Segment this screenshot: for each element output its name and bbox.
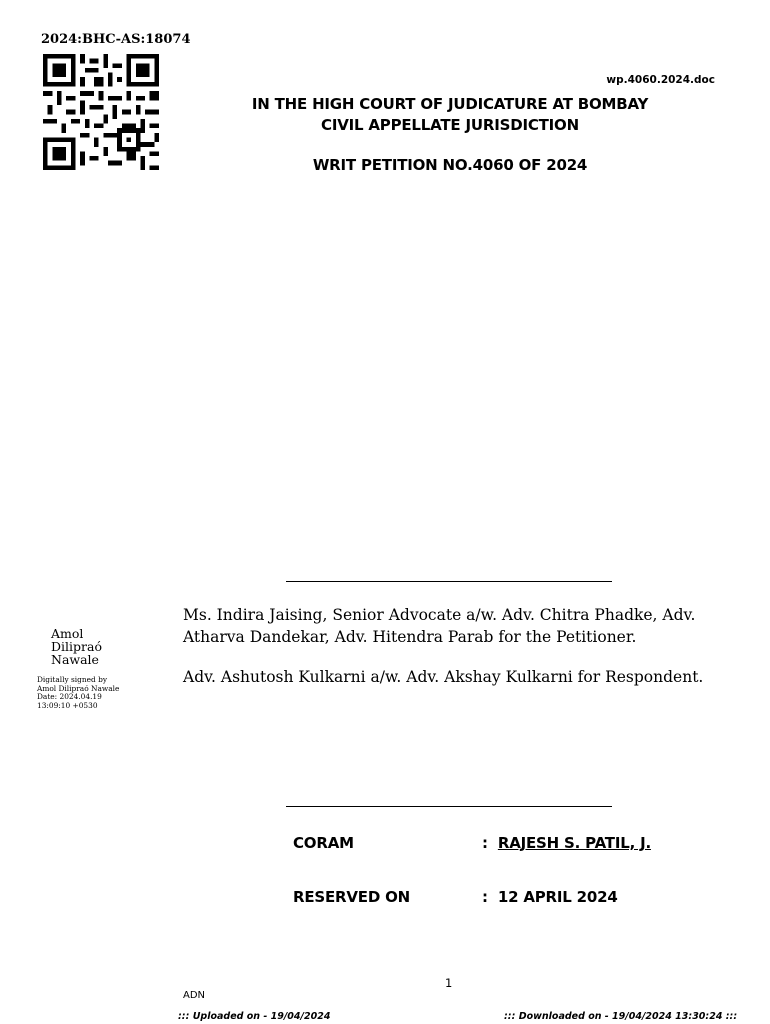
court-name: IN THE HIGH COURT OF JUDICATURE AT BOMBAY bbox=[251, 95, 649, 113]
coram-separator: : bbox=[482, 834, 488, 852]
jurisdiction-title: CIVIL APPELLATE JURISDICTION bbox=[321, 116, 579, 134]
signature-meta-line2: Amol Dilipraó Nawale bbox=[37, 683, 120, 693]
page-number: 1 bbox=[445, 976, 453, 990]
coram-value bbox=[482, 834, 651, 852]
qr-code-icon bbox=[39, 54, 163, 170]
signer-name-line1: Amol bbox=[51, 626, 84, 641]
judge-name: RAJESH S. PATIL, J. bbox=[497, 834, 651, 852]
case-number: WRIT PETITION NO.4060 OF 2024 bbox=[312, 156, 588, 174]
signer-name bbox=[51, 627, 102, 666]
file-reference: wp.4060.2024.doc bbox=[606, 74, 715, 86]
signer-name-line2: Dilipraó bbox=[51, 639, 102, 654]
petitioner-counsel-line2: Atharva Dandekar, Adv. Hitendra Parab for the Petitioner. bbox=[183, 628, 637, 646]
reserved-date: 12 APRIL 2024 bbox=[497, 888, 618, 906]
downloaded-stamp: ::: Downloaded on - 19/04/2024 13:30:24 ::: bbox=[504, 1011, 738, 1022]
divider bbox=[286, 806, 612, 807]
uploaded-stamp: ::: Uploaded on - 19/04/2024 bbox=[178, 1011, 331, 1022]
signature-meta-line4: 13:09:10 +0530 bbox=[37, 700, 98, 710]
signature-meta-line1: Digitally signed by bbox=[37, 675, 108, 684]
reserved-separator: : bbox=[482, 888, 488, 906]
respondent-counsel: Adv. Ashutosh Kulkarni a/w. Adv. Akshay Kulkarni for Respondent. bbox=[183, 668, 704, 686]
typist-initials: ADN bbox=[183, 990, 206, 1001]
reserved-on-label: RESERVED ON bbox=[293, 888, 411, 906]
neutral-citation: 2024:BHC-AS:18074 bbox=[41, 32, 191, 47]
divider bbox=[286, 581, 612, 582]
signature-meta-line3: Date: 2024.04.19 bbox=[37, 692, 102, 702]
signer-name-line3: Nawale bbox=[51, 652, 99, 667]
reserved-on-value bbox=[482, 888, 618, 906]
digital-signature-details bbox=[37, 676, 119, 710]
petitioner-counsel-line1: Ms. Indira Jaising, Senior Advocate a/w. Adv. Chitra Phadke, Adv. bbox=[183, 606, 696, 624]
coram-label: CORAM bbox=[293, 834, 354, 852]
